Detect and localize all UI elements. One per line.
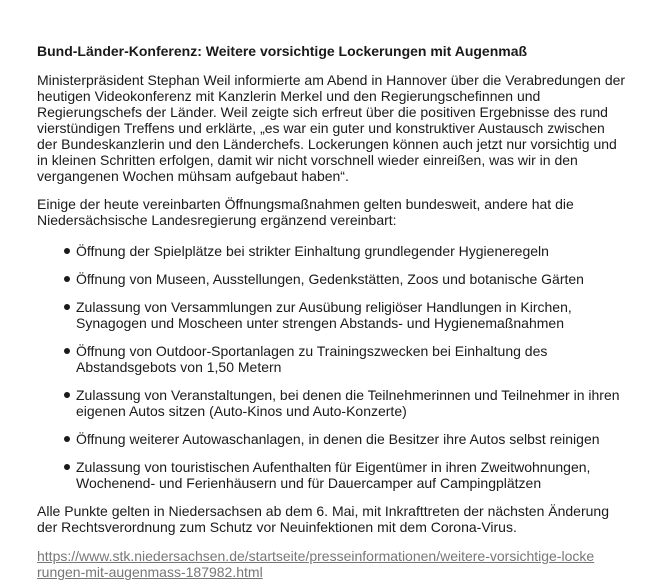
list-item-text: Öffnung weiterer Autowaschanlagen, in denen die Besitzer ihre Autos selbst reinigen (76, 431, 600, 447)
list-item (37, 343, 621, 375)
article-title: Bund-Länder-Konferenz: Weitere vorsichtige Lockerungen mit Augenmaß (37, 43, 528, 59)
measures-list (37, 243, 633, 491)
intro-paragraph: Ministerpräsident Stephan Weil informierte am Abend in Hannover über die Verabredungen der heutigen Videokonferenz mit Kanzlerin Merkel und den Regierungschefinnen und Regierungschefs der Länder. Weil zeigte sich erfreut über die positiven Ergebnisse des rund vierstündigen Treffens und erklärte, „es war ein guter und konstruktiver Austausch zwischen der Bundeskanzlerin und den Länderchefs. Lockerungen können auch jetzt nur vorsichtig und in kleinen Schritten erfolgen, damit wir nicht vorschnell wieder einreißen, was wir in den vergangenen Wochen mühsam aufgebaut haben“. (37, 72, 626, 184)
lead-paragraph: Einige der heute vereinbarten Öffnungsmaßnahmen gelten bundesweit, andere hat die Niedersächsische Landesregierung ergänzend vereinbart: (37, 196, 574, 228)
list-item (37, 271, 621, 287)
bullet-icon (64, 248, 70, 254)
bullet-icon (64, 348, 70, 354)
list-item-text: Zulassung von Veranstaltungen, bei denen die Teilnehmerinnen und Teilnehmer in ihren eigenen Autos sitzen (Auto-Kinos und Auto-Konzerte) (76, 387, 620, 419)
list-item-text: Öffnung von Outdoor-Sportanlagen zu Trainingszwecken bei Einhaltung des Abstandsgebots von 1,50 Metern (76, 343, 548, 375)
list-item (37, 299, 621, 331)
source-link[interactable]: https://www.stk.niedersachsen.de/startseite/presseinformationen/weitere-vorsichtige-lockerungen-mit-augenmass-187982.html (37, 548, 595, 580)
list-item-text: Öffnung von Museen, Ausstellungen, Gedenkstätten, Zoos und botanische Gärten (76, 271, 584, 287)
list-item (37, 431, 621, 447)
bullet-icon (64, 436, 70, 442)
list-item (37, 387, 621, 419)
bullet-icon (64, 392, 70, 398)
outro-paragraph: Alle Punkte gelten in Niedersachsen ab dem 6. Mai, mit Inkrafttreten der nächsten Änderung der Rechtsverordnung zum Schutz vor Neuinfektionen mit dem Corona-Virus. (37, 503, 609, 535)
list-item-text: Öffnung der Spielplätze bei strikter Einhaltung grundlegender Hygieneregeln (76, 243, 549, 259)
list-item (37, 243, 621, 259)
bullet-icon (64, 464, 70, 470)
bullet-icon (64, 304, 70, 310)
list-item-text: Zulassung von Versammlungen zur Ausübung religiöser Handlungen in Kirchen, Synagogen und Moscheen unter strengen Abstands- und Hygienemaßnahmen (76, 299, 572, 331)
list-item-text: Zulassung von touristischen Aufenthalten für Eigentümer in ihren Zweitwohnungen, Wochenend- und Ferienhäusern und für Dauercamper auf Campingplätzen (76, 459, 591, 491)
list-item (37, 459, 621, 491)
bullet-icon (64, 276, 70, 282)
